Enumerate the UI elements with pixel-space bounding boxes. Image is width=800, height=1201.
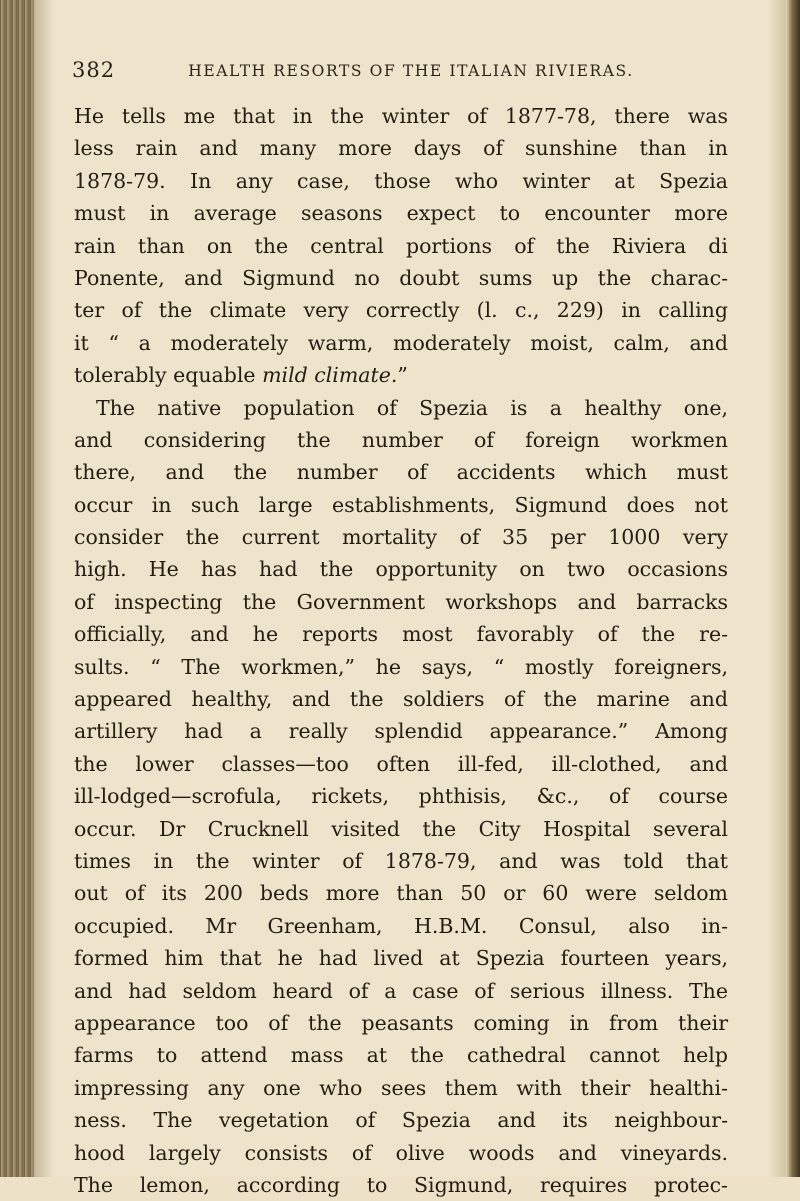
text-line: there, and the number of accidents which must — [74, 460, 728, 485]
text-line-paragraph-start: The native population of Spezia is a healthy one, — [96, 395, 728, 420]
text-span: tolerably equable — [74, 363, 263, 388]
text-line: appearance too of the peasants coming in from their — [74, 1010, 728, 1035]
text-line: impressing any one who sees them with their healthi- — [74, 1075, 728, 1100]
text-line: hood largely consists of olive woods and vineyards. — [74, 1140, 728, 1165]
text-line: artillery had a really splendid appearance.” Among — [74, 719, 728, 744]
text-line: high. He has had the opportunity on two occasions — [74, 557, 728, 582]
text-line: occur in such large establishments, Sigmund does not — [74, 492, 728, 517]
page-right-shadow — [768, 0, 786, 1177]
text-line: less rain and many more days of sunshine than in — [74, 136, 728, 161]
text-line-paragraph-end — [74, 359, 728, 391]
italic-phrase: mild climate. — [262, 363, 398, 388]
text-line: of inspecting the Government workshops and barracks — [74, 589, 728, 614]
text-line: consider the current mortality of 35 per 1000 very — [74, 525, 728, 550]
page-number: 382 — [72, 58, 116, 82]
text-line: it “ a moderately warm, moderately moist, calm, and — [74, 330, 728, 355]
text-line: Ponente, and Sigmund no doubt sums up the charac- — [74, 265, 728, 290]
running-head: HEALTH RESORTS OF THE ITALIAN RIVIERAS. — [188, 62, 634, 80]
book-spine-edge — [0, 0, 34, 1177]
page-header — [72, 58, 732, 88]
text-line: ter of the climate very correctly (l. c., 229) in calling — [74, 298, 728, 323]
text-line: formed him that he had lived at Spezia fourteen years, — [74, 946, 728, 971]
text-line: ness. The vegetation of Spezia and its neighbour- — [74, 1108, 728, 1133]
text-line: out of its 200 beds more than 50 or 60 were seldom — [74, 881, 728, 906]
text-line: He tells me that in the winter of 1877-78, there was — [74, 104, 728, 128]
text-line: rain than on the central portions of the Riviera di — [74, 233, 728, 258]
text-line: and had seldom heard of a case of serious illness. The — [74, 978, 728, 1003]
text-line: 1878-79. In any case, those who winter at Spezia — [74, 168, 728, 193]
text-line: The lemon, according to Sigmund, requires protec- — [74, 1172, 728, 1197]
text-line: officially, and he reports most favorably of the re- — [74, 622, 728, 647]
text-line: sults. “ The workmen,” he says, “ mostly foreigners, — [74, 654, 728, 679]
text-line: occupied. Mr Greenham, H.B.M. Consul, also in- — [74, 913, 728, 938]
page-right-edge — [786, 0, 800, 1177]
text-line: occur. Dr Crucknell visited the City Hospital several — [74, 816, 728, 841]
text-line: farms to attend mass at the cathedral cannot help — [74, 1043, 728, 1068]
text-line: the lower classes—too often ill-fed, ill-clothed, and — [74, 751, 728, 776]
text-line: times in the winter of 1878-79, and was told that — [74, 848, 728, 873]
text-line: ill-lodged—scrofula, rickets, phthisis, &c., of course — [74, 784, 728, 809]
gutter-shadow — [34, 0, 54, 1177]
body-text — [74, 100, 728, 1201]
text-line: and considering the number of foreign workmen — [74, 427, 728, 452]
text-line: appeared healthy, and the soldiers of the marine and — [74, 687, 728, 712]
text-line: must in average seasons expect to encounter more — [74, 201, 728, 226]
closing-quote: ” — [397, 363, 408, 388]
